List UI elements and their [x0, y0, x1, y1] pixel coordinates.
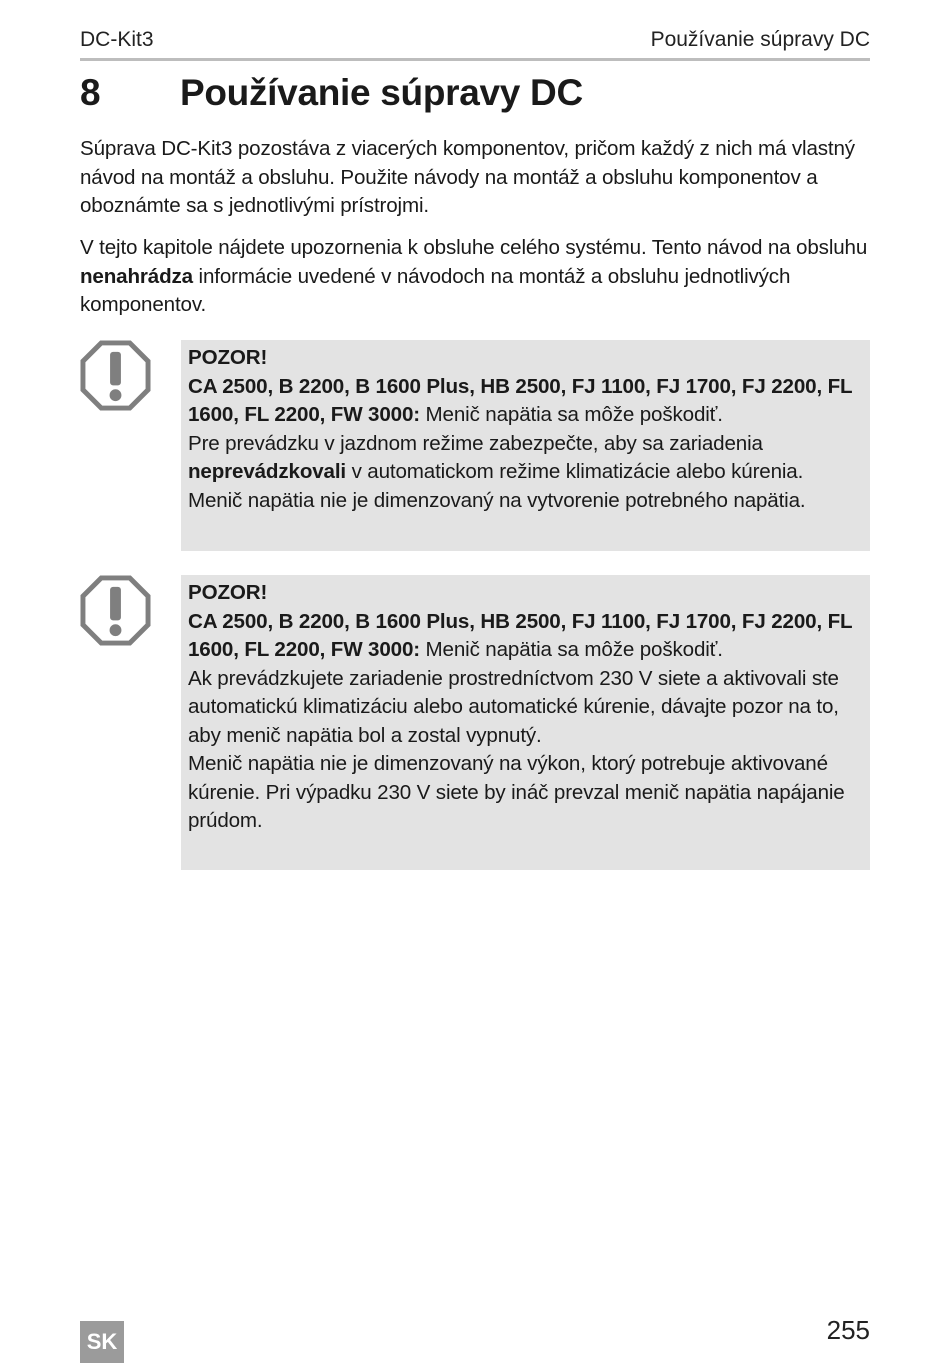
warning-models: CA 2500, B 2200, B 1600 Plus, HB 2500, FJ 1100, FJ 1700, FJ 2200, FL 1600, FL 2200, FW 3000:: [188, 374, 853, 426]
warning-instruction-emphasis: neprevádzkovali: [188, 460, 346, 483]
warning-title: POZOR!: [188, 346, 268, 369]
chapter-number: 8: [80, 72, 101, 113]
language-tab: SK: [80, 1321, 124, 1363]
warning-box-2: [181, 575, 870, 870]
intro-paragraph-2: [80, 234, 872, 320]
intro-paragraph-1: Súprava DC-Kit3 pozostáva z viacerých komponentov, pričom každý z nich má vlastný návod na montáž a obsluhu. Použite návody na montáž a obsluhu komponentov a oboznámte sa s jednotlivými prístrojmi.: [80, 137, 855, 217]
intro-p2-emphasis: nenahrádza: [80, 264, 193, 288]
warning-instruction-text-end: v automatickom režime klimatizácie alebo kúrenia.: [346, 460, 804, 483]
warning-instruction-text: Pre prevádzku v jazdnom režime zabezpečte, aby sa zariadenia: [188, 431, 763, 455]
chapter-heading: [80, 72, 870, 114]
warning-lead: Menič napätia sa môže poškodiť.: [419, 403, 723, 426]
header-section-name: Používanie súpravy DC: [650, 28, 870, 51]
chapter-title: Používanie súpravy DC: [180, 72, 583, 113]
intro-p2-text-end: informácie uvedené v návodoch na montáž a obsluhu jednotlivých komponentov.: [80, 264, 791, 316]
warning-instruction: [188, 430, 862, 487]
warning-octagon-icon: [80, 575, 151, 646]
page-number: 255: [826, 1315, 870, 1345]
warning-notice-2: [80, 575, 870, 870]
warning-title: POZOR!: [188, 581, 268, 604]
warning-models-line: [188, 608, 862, 665]
running-header: [80, 28, 870, 61]
header-document-name: DC-Kit3: [80, 28, 154, 51]
warning-explanation: Menič napätia nie je dimenzovaný na vytvorenie potrebného napätia.: [188, 488, 806, 512]
warning-models: CA 2500, B 2200, B 1600 Plus, HB 2500, FJ 1100, FJ 1700, FJ 2200, FL 1600, FL 2200, FW 3000:: [188, 609, 853, 661]
warning-explanation: Menič napätia nie je dimenzovaný na výkon, ktorý potrebuje aktivované kúrenie. Pri výpadku 230 V siete by ináč prevzal menič napätia napájanie prúdom.: [188, 752, 845, 832]
warning-notice-1: [80, 340, 870, 551]
warning-octagon-icon: [80, 340, 151, 411]
warning-instruction: Ak prevádzkujete zariadenie prostredníctvom 230 V siete a aktivovali ste automatickú klimatizáciu alebo automatické kúrenie, dávajte pozor na to, aby menič napätia bol a zostal vypnutý.: [188, 666, 839, 747]
warning-models-line: [188, 373, 862, 430]
intro-p2-text: V tejto kapitole nájdete upozornenia k obsluhe celého systému. Tento návod na obsluhu: [80, 236, 868, 259]
warning-lead: Menič napätia sa môže poškodiť.: [419, 638, 723, 661]
warning-box-1: [181, 340, 870, 551]
